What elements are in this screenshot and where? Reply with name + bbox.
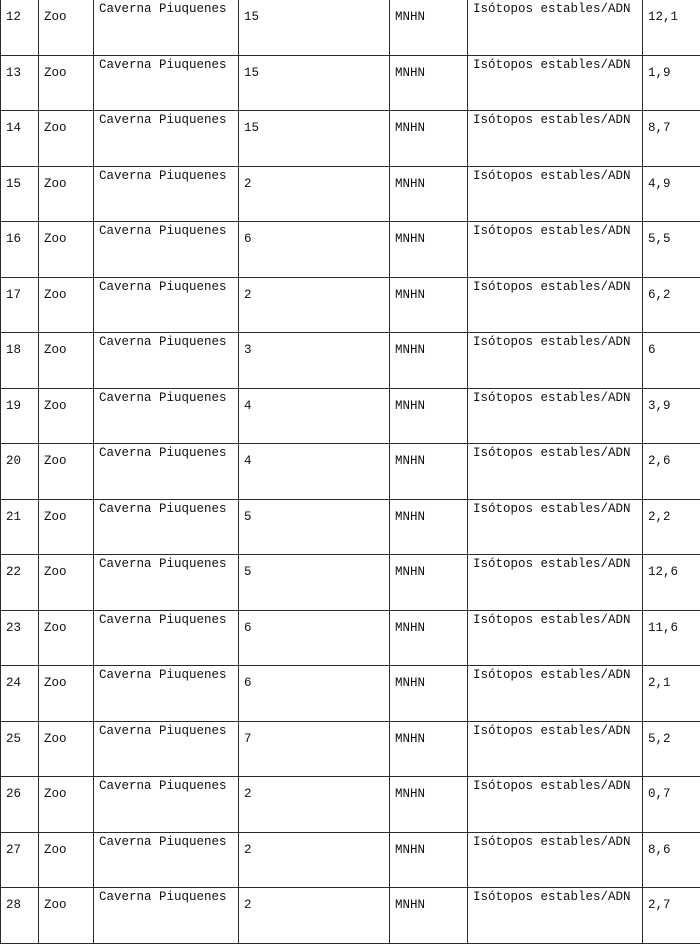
row-number-cell: 15 xyxy=(1,166,39,222)
value-cell: 2,2 xyxy=(643,499,700,555)
value-cell: 6 xyxy=(643,333,700,389)
analysis-cell: Isótopos estables/ADN xyxy=(468,888,643,944)
row-number-cell: 24 xyxy=(1,666,39,722)
table-row xyxy=(1,444,700,500)
analysis-cell: Isótopos estables/ADN xyxy=(468,222,643,278)
count-cell: 5 xyxy=(239,555,390,611)
analysis-cell: Isótopos estables/ADN xyxy=(468,777,643,833)
table-row xyxy=(1,333,700,389)
table-row xyxy=(1,111,700,167)
value-cell: 6,2 xyxy=(643,277,700,333)
row-number-cell: 25 xyxy=(1,721,39,777)
site-cell: Caverna Piuquenes xyxy=(94,388,239,444)
table-row xyxy=(1,0,700,55)
table-row xyxy=(1,610,700,666)
value-cell: 2,7 xyxy=(643,888,700,944)
table-row xyxy=(1,555,700,611)
count-cell: 4 xyxy=(239,388,390,444)
institution-cell: MNHN xyxy=(390,444,468,500)
site-cell: Caverna Piuquenes xyxy=(94,222,239,278)
source-cell: Zoo xyxy=(39,555,94,611)
institution-cell: MNHN xyxy=(390,333,468,389)
institution-cell: MNHN xyxy=(390,166,468,222)
analysis-cell: Isótopos estables/ADN xyxy=(468,55,643,111)
value-cell: 4,9 xyxy=(643,166,700,222)
table-row xyxy=(1,721,700,777)
institution-cell: MNHN xyxy=(390,222,468,278)
count-cell: 2 xyxy=(239,777,390,833)
source-cell: Zoo xyxy=(39,832,94,888)
institution-cell: MNHN xyxy=(390,666,468,722)
site-cell: Caverna Piuquenes xyxy=(94,333,239,389)
row-number-cell: 21 xyxy=(1,499,39,555)
site-cell: Caverna Piuquenes xyxy=(94,832,239,888)
row-number-cell: 23 xyxy=(1,610,39,666)
analysis-cell: Isótopos estables/ADN xyxy=(468,166,643,222)
site-cell: Caverna Piuquenes xyxy=(94,277,239,333)
row-number-cell: 12 xyxy=(1,0,39,55)
analysis-cell: Isótopos estables/ADN xyxy=(468,444,643,500)
analysis-cell: Isótopos estables/ADN xyxy=(468,832,643,888)
site-cell: Caverna Piuquenes xyxy=(94,166,239,222)
row-number-cell: 13 xyxy=(1,55,39,111)
row-number-cell: 28 xyxy=(1,888,39,944)
analysis-cell: Isótopos estables/ADN xyxy=(468,0,643,55)
source-cell: Zoo xyxy=(39,610,94,666)
count-cell: 2 xyxy=(239,832,390,888)
source-cell: Zoo xyxy=(39,444,94,500)
source-cell: Zoo xyxy=(39,166,94,222)
source-cell: Zoo xyxy=(39,499,94,555)
table-row xyxy=(1,777,700,833)
table-row xyxy=(1,222,700,278)
table-row xyxy=(1,888,700,944)
analysis-cell: Isótopos estables/ADN xyxy=(468,111,643,167)
count-cell: 6 xyxy=(239,222,390,278)
count-cell: 6 xyxy=(239,610,390,666)
institution-cell: MNHN xyxy=(390,555,468,611)
analysis-cell: Isótopos estables/ADN xyxy=(468,388,643,444)
institution-cell: MNHN xyxy=(390,721,468,777)
table-row xyxy=(1,832,700,888)
institution-cell: MNHN xyxy=(390,499,468,555)
count-cell: 7 xyxy=(239,721,390,777)
analysis-cell: Isótopos estables/ADN xyxy=(468,333,643,389)
institution-cell: MNHN xyxy=(390,388,468,444)
row-number-cell: 14 xyxy=(1,111,39,167)
count-cell: 2 xyxy=(239,277,390,333)
institution-cell: MNHN xyxy=(390,777,468,833)
count-cell: 15 xyxy=(239,0,390,55)
site-cell: Caverna Piuquenes xyxy=(94,721,239,777)
site-cell: Caverna Piuquenes xyxy=(94,777,239,833)
table-body xyxy=(1,0,700,943)
value-cell: 5,5 xyxy=(643,222,700,278)
count-cell: 2 xyxy=(239,166,390,222)
value-cell: 12,1 xyxy=(643,0,700,55)
table-row xyxy=(1,277,700,333)
site-cell: Caverna Piuquenes xyxy=(94,666,239,722)
value-cell: 8,6 xyxy=(643,832,700,888)
source-cell: Zoo xyxy=(39,55,94,111)
analysis-cell: Isótopos estables/ADN xyxy=(468,666,643,722)
row-number-cell: 20 xyxy=(1,444,39,500)
institution-cell: MNHN xyxy=(390,888,468,944)
analysis-cell: Isótopos estables/ADN xyxy=(468,721,643,777)
analysis-cell: Isótopos estables/ADN xyxy=(468,555,643,611)
row-number-cell: 19 xyxy=(1,388,39,444)
institution-cell: MNHN xyxy=(390,832,468,888)
site-cell: Caverna Piuquenes xyxy=(94,55,239,111)
institution-cell: MNHN xyxy=(390,610,468,666)
value-cell: 1,9 xyxy=(643,55,700,111)
value-cell: 5,2 xyxy=(643,721,700,777)
count-cell: 4 xyxy=(239,444,390,500)
source-cell: Zoo xyxy=(39,721,94,777)
value-cell: 0,7 xyxy=(643,777,700,833)
source-cell: Zoo xyxy=(39,0,94,55)
count-cell: 15 xyxy=(239,55,390,111)
source-cell: Zoo xyxy=(39,777,94,833)
table-row xyxy=(1,499,700,555)
count-cell: 5 xyxy=(239,499,390,555)
site-cell: Caverna Piuquenes xyxy=(94,610,239,666)
value-cell: 3,9 xyxy=(643,388,700,444)
value-cell: 2,6 xyxy=(643,444,700,500)
value-cell: 12,6 xyxy=(643,555,700,611)
row-number-cell: 26 xyxy=(1,777,39,833)
analysis-cell: Isótopos estables/ADN xyxy=(468,610,643,666)
row-number-cell: 27 xyxy=(1,832,39,888)
source-cell: Zoo xyxy=(39,222,94,278)
site-cell: Caverna Piuquenes xyxy=(94,0,239,55)
institution-cell: MNHN xyxy=(390,111,468,167)
count-cell: 15 xyxy=(239,111,390,167)
value-cell: 2,1 xyxy=(643,666,700,722)
source-cell: Zoo xyxy=(39,277,94,333)
row-number-cell: 22 xyxy=(1,555,39,611)
row-number-cell: 16 xyxy=(1,222,39,278)
row-number-cell: 18 xyxy=(1,333,39,389)
table-row xyxy=(1,55,700,111)
source-cell: Zoo xyxy=(39,333,94,389)
row-number-cell: 17 xyxy=(1,277,39,333)
count-cell: 3 xyxy=(239,333,390,389)
site-cell: Caverna Piuquenes xyxy=(94,499,239,555)
analysis-cell: Isótopos estables/ADN xyxy=(468,277,643,333)
value-cell: 11,6 xyxy=(643,610,700,666)
source-cell: Zoo xyxy=(39,888,94,944)
institution-cell: MNHN xyxy=(390,277,468,333)
value-cell: 8,7 xyxy=(643,111,700,167)
table-row xyxy=(1,388,700,444)
source-cell: Zoo xyxy=(39,388,94,444)
source-cell: Zoo xyxy=(39,666,94,722)
analysis-cell: Isótopos estables/ADN xyxy=(468,499,643,555)
site-cell: Caverna Piuquenes xyxy=(94,888,239,944)
institution-cell: MNHN xyxy=(390,55,468,111)
site-cell: Caverna Piuquenes xyxy=(94,444,239,500)
institution-cell: MNHN xyxy=(390,0,468,55)
table-row xyxy=(1,166,700,222)
count-cell: 6 xyxy=(239,666,390,722)
site-cell: Caverna Piuquenes xyxy=(94,555,239,611)
count-cell: 2 xyxy=(239,888,390,944)
table-row xyxy=(1,666,700,722)
site-cell: Caverna Piuquenes xyxy=(94,111,239,167)
source-cell: Zoo xyxy=(39,111,94,167)
